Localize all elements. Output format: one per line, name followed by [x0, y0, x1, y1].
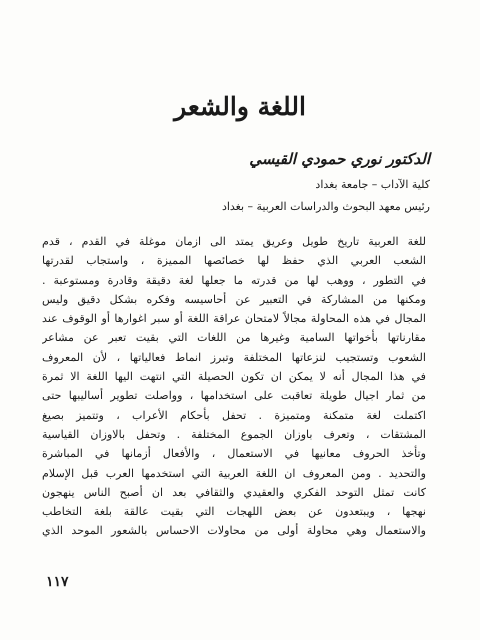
page-number: ١١٧ — [46, 574, 69, 590]
body-line: للغة العربية تاريخ طويل وعريق يمتد الى ازمان موغلة في القدم ، قدم — [42, 235, 426, 248]
author-affiliation-college: كلية الآداب – جامعة بغداد — [315, 178, 430, 191]
body-line: والاستعمال وهي محاولة أولى من محاولات الاحساس بالشعور الموحد الذي — [42, 524, 426, 538]
body-line: من ثمار اجيال طويلة تعاقبت على استخدامها ، وواصلت تطوير أساليبها حتى — [42, 389, 426, 403]
body-line: الشعوب وتستجيب لنزعاتها المختلفة وتبرز انماط فعالياتها ، لأن المعروف — [42, 350, 426, 364]
body-line: وتأخذ الحروف معانيها في الاستعمال ، والأفعال أزمانها في المباشرة — [42, 447, 426, 461]
body-line: ومكنها من المشاركة في التعبير عن أحاسيسه وفكره بشكل دقيق وليس — [42, 292, 426, 306]
article-title: اللغة والشعر — [174, 92, 306, 121]
body-line: في التطور ، ووهب لها من قدرته ما جعلها لغة دقيقة وقادرة ومستوعبة . — [42, 273, 426, 287]
body-line: مقارناتها بأخواتها السامية وغيرها من اللغات التي بقيت تعبر عن مشاعر — [42, 331, 426, 345]
author-affiliation-institute: رئيس معهد البحوث والدراسات العربية – بغداد — [221, 200, 430, 213]
body-line: كانت تمثل التوحد الفكري والعقيدي والثقافي بعد ان أصبح الناس ينهجون — [42, 485, 426, 499]
body-text — [42, 232, 426, 541]
body-line: في هذا المجال أنه لا يمكن ان تكون الحصيلة التي انتهت اليها اللغة الا ثمرة — [42, 370, 426, 384]
body-line: المشتقات ، وتعرف باوزان الجموع المختلفة . وتحفل بالاوزان القياسية — [42, 427, 426, 441]
author-name: الدكتور نوري حمودي القيسي — [249, 150, 430, 168]
body-line: والتحديد . ومن المعروف ان اللغة العربية التي استخدمها العرب قبل الإسلام — [42, 466, 426, 480]
body-line: الشعب العربي الذي حفظ لها خصائصها المميزة ، واستجاب لقدرتها — [42, 254, 426, 268]
body-line: نهجها ، ويبتعدون عن بعض اللهجات التي بقيت عالقة بلغة التخاطب — [42, 505, 426, 519]
body-line: اكتملت لغة متمكنة ومتميزة . تحفل بأحكام الأعراب ، وتتميز بصيغ — [42, 408, 426, 422]
body-line: المجال في هذه المحاولة مجالاً لامتحان عراقة اللغة أو سبر اغوارها أو الوقوف عند — [42, 312, 426, 326]
